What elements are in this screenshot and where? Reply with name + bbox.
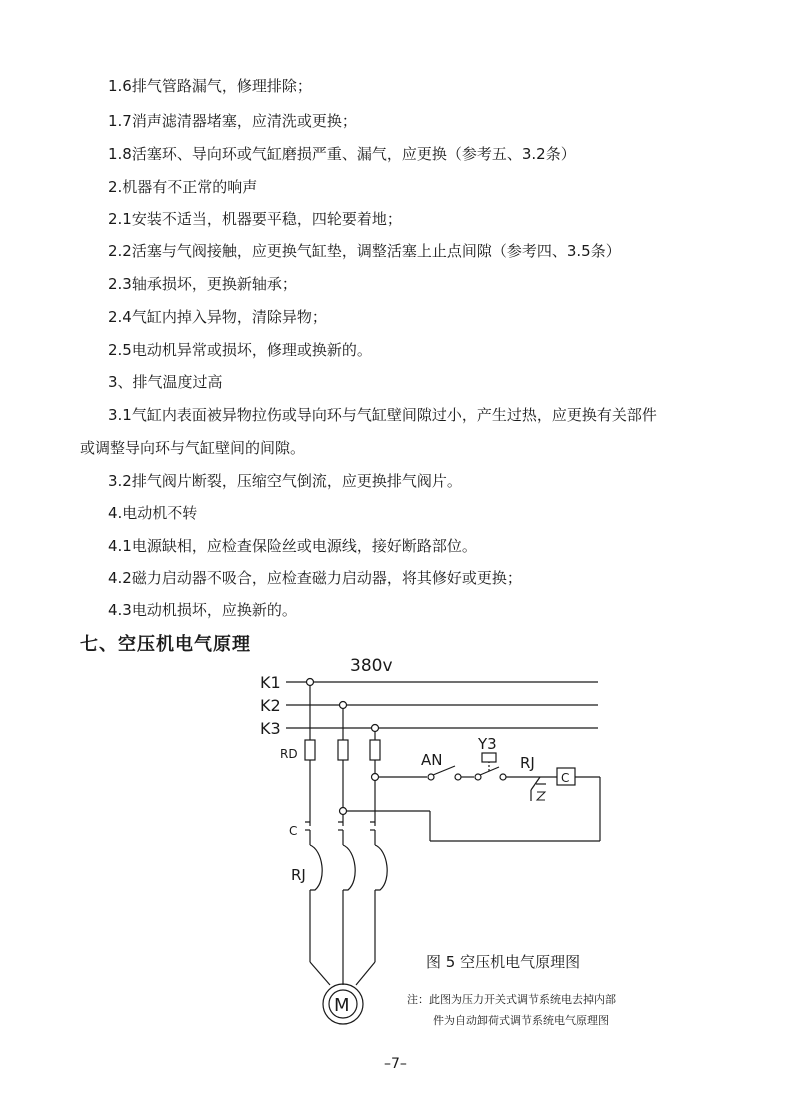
text-line: 3、排气温度过高	[108, 373, 223, 391]
thermal-relay	[310, 845, 322, 890]
text-line: 2.3轴承损坏，更换新轴承；	[108, 275, 297, 293]
text-line: 4.电动机不转	[108, 504, 198, 522]
text-line: 4.3电动机损坏，应换新的。	[108, 601, 297, 619]
bus-label-k3: K3	[260, 719, 281, 738]
fuse-label: RD	[280, 747, 298, 761]
text-line: 1.7消声滤清器堵塞，应清洗或更换；	[108, 112, 357, 130]
text-line: 2.机器有不正常的响声	[108, 178, 258, 196]
thermal-relay	[375, 845, 387, 890]
switch-contact	[500, 774, 506, 780]
figure-note: 件为自动卸荷式调节系统电气原理图	[433, 1014, 609, 1027]
switch-label: Y3	[478, 735, 497, 753]
junction	[307, 679, 314, 686]
junction	[372, 774, 379, 781]
relay-symbol	[537, 792, 545, 800]
text-line: 2.2活塞与气阀接触，应更换气缸垫，调整活塞上止点间隙（参考四、3.5条）	[108, 242, 621, 260]
figure-caption: 图 5 空压机电气原理图	[426, 953, 581, 971]
voltage-label: 380v	[350, 656, 393, 676]
fuse	[370, 740, 380, 760]
text-line: 3.2排气阀片断裂，压缩空气倒流，应更换排气阀片。	[108, 472, 462, 490]
page-number: –7–	[384, 1056, 407, 1072]
text-line: 3.1气缸内表面被异物拉伤或导向环与气缸壁间隙过小，产生过热，应更换有关部件	[108, 406, 657, 424]
fuse	[305, 740, 315, 760]
relay-label: RJ	[291, 866, 306, 884]
text-line: 1.6排气管路漏气，修理排除；	[108, 77, 312, 95]
text-line: 1.8活塞环、导向环或气缸磨损严重、漏气，应更换（参考五、3.2条）	[108, 145, 576, 163]
fuse	[338, 740, 348, 760]
bus-label-k2: K2	[260, 696, 281, 715]
switch-coil	[482, 753, 496, 762]
coil-label: C	[561, 771, 570, 785]
contactor-label: C	[289, 824, 298, 838]
text-line: 4.2磁力启动器不吸合，应检查磁力启动器，将其修好或更换；	[108, 569, 522, 587]
relay-contact-label: RJ	[520, 754, 535, 772]
button-contact	[455, 774, 461, 780]
text-line: 4.1电源缺相，应检查保险丝或电源线，接好断路部位。	[108, 537, 477, 555]
text-line: 2.1安装不适当，机器要平稳，四轮要着地；	[108, 210, 402, 228]
text-line: 2.4气缸内掉入异物，清除异物；	[108, 308, 327, 326]
text-line: 2.5电动机异常或损坏，修理或换新的。	[108, 341, 372, 359]
junction	[340, 702, 347, 709]
bus-label-k1: K1	[260, 673, 281, 692]
section-heading: 七、空压机电气原理	[80, 634, 251, 655]
text-line: 或调整导向环与气缸壁间的间隙。	[80, 439, 306, 457]
button-label: AN	[421, 751, 443, 769]
thermal-relay	[343, 845, 355, 890]
figure-note: 注：此图为压力开关式调节系统电去掉内部	[407, 993, 616, 1006]
junction	[372, 725, 379, 732]
junction	[340, 808, 347, 815]
motor-label: M	[334, 995, 350, 1016]
